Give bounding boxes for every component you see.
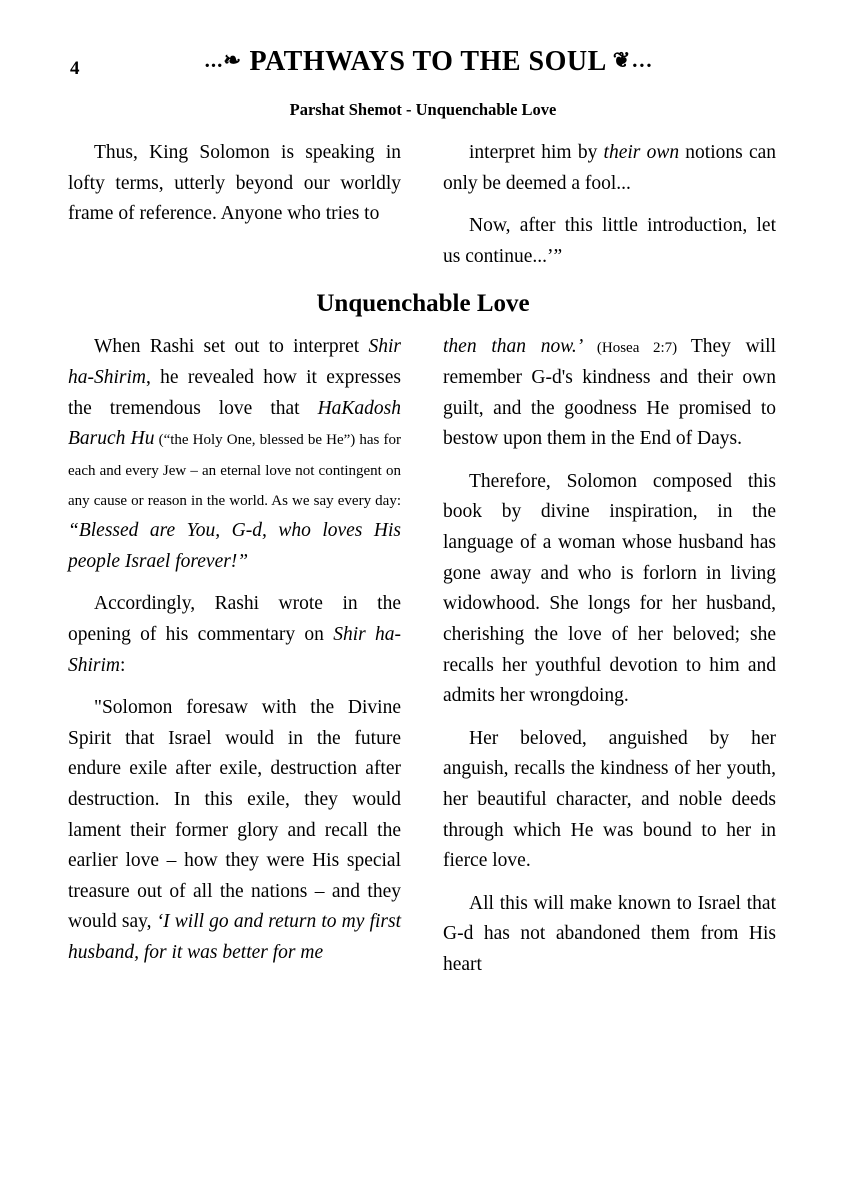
page-header <box>68 46 778 92</box>
quote-run: “Blessed are You, G-d, who loves His people Israel forever!” <box>68 520 401 572</box>
top-left-column <box>68 138 401 242</box>
section-title-row <box>68 290 778 318</box>
ornament-left-icon: ...❧ <box>204 48 242 72</box>
text-run: notions can only be deemed a fool... <box>443 142 777 194</box>
text-run: Accordingly, Rashi wrote in the opening of his commentary on <box>68 593 401 645</box>
text-run: "Solomon foresaw with the Divine Spirit that Israel would in the future endure exile after exile, destruction after destruction. In this exile, they would lament their former glory and recall the earlier love – how they were His special treasure out of all the nations – and they would say, <box>68 697 401 933</box>
left-column <box>68 332 401 980</box>
page-subhead: Parshat Shemot - Unquenchable Love <box>289 100 557 119</box>
text-run: When Rashi set out to interpret <box>94 336 369 358</box>
running-head-text: PATHWAYS TO THE SOUL <box>249 46 606 77</box>
paragraph <box>68 589 401 681</box>
gloss-run: (“the Holy One, blessed be He”) has for each and every Jew – an eternal love not contingent on any cause or reason in the world. As we say every day: <box>68 432 401 510</box>
citation-run: (Hosea 2:7) <box>583 340 691 357</box>
emphasis-run: Shir ha-Shirim <box>68 623 402 676</box>
text-run: : <box>120 654 126 676</box>
paragraph <box>443 138 776 199</box>
text-run: interpret him by <box>469 142 604 163</box>
paragraph: All this will make known to Israel that G-d has not abandoned them from His heart <box>443 892 776 976</box>
paragraph <box>443 332 776 454</box>
top-columns <box>68 138 778 284</box>
emphasis-run: HaKadosh Baruch Hu <box>68 397 401 450</box>
paragraph: Now, after this little introduction, let us continue...’” <box>443 215 776 267</box>
body-columns <box>68 332 778 992</box>
emphasis-run: their own <box>603 142 680 163</box>
quote-run: then than now.’ <box>443 336 584 358</box>
top-right-column <box>443 138 776 284</box>
paragraph <box>68 693 401 968</box>
page-number: 4 <box>70 58 80 79</box>
paragraph: Thus, King Solomon is speaking in lofty terms, utterly beyond our worldly frame of reference. Anyone who tries to <box>68 142 401 225</box>
quote-run: ‘I will go and return to my first husband, for it was better for me <box>68 911 401 964</box>
text-run: They will remember G-d's kindness and their own guilt, and the goodness He promised to bestow upon them in the End of Days. <box>443 336 776 450</box>
text-run: , he revealed how it expresses the tremendous love that <box>68 367 401 419</box>
section-title: Unquenchable Love <box>316 290 530 318</box>
paragraph: Therefore, Solomon composed this book by divine inspiration, in the language of a woman whose husband has gone away and who is forlorn in living widowhood. She longs for her husband, cherishing the love of her beloved; she recalls her youthful devotion to him and admits her wrongdoing. <box>443 470 776 707</box>
paragraph: Her beloved, anguished by her anguish, recalls the kindness of her youth, her beautiful character, and noble deeds through which He was bound to her in fierce love. <box>443 727 776 872</box>
ornament-right-icon: ❦… <box>612 48 654 72</box>
emphasis-run: Shir ha-Shirim <box>68 336 401 389</box>
right-column <box>443 332 776 992</box>
running-head <box>68 46 778 78</box>
paragraph <box>68 332 401 577</box>
